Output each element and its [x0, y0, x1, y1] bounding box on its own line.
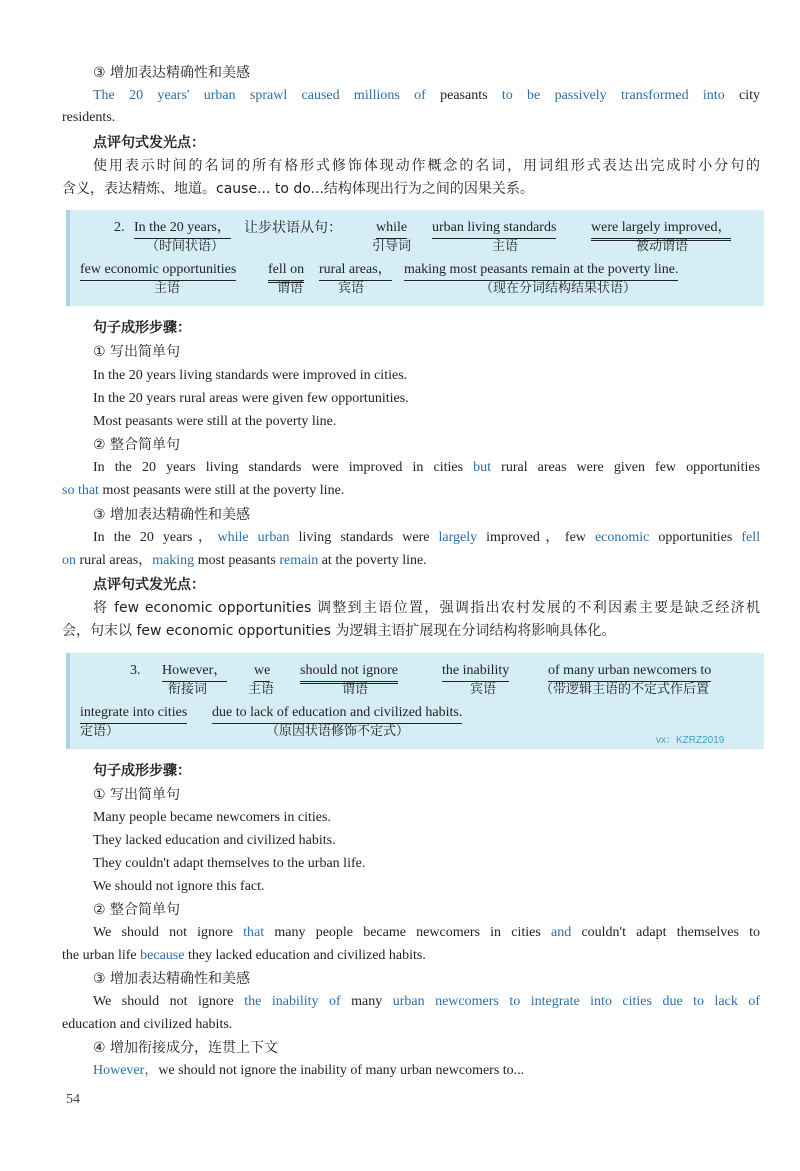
- s2-refined-fell: fell: [741, 530, 761, 545]
- box2-phrase-predicate2: fell on: [268, 261, 304, 283]
- example-sentence-line1: [93, 86, 760, 106]
- box2-phrase-object: rural areas，: [319, 261, 392, 281]
- steps-heading-2: 句子成形步骤：: [93, 320, 191, 336]
- box3-label-reason: （原因状语修饰不定式）: [266, 724, 410, 739]
- s2-refined-rural: rural areas，: [79, 553, 153, 568]
- comment-2-line1: 将 few economic opportunities 调整到主语位置，强调指出农村发展的不利因素主要是缺乏经济机: [93, 600, 760, 616]
- s3-cohesive-line: [93, 1061, 524, 1081]
- box2-phrase-while: while: [376, 219, 407, 239]
- box3-label-however: 衔接词: [168, 682, 208, 697]
- s3-refined-a: We should not ignore: [93, 994, 234, 1009]
- s2-refined-line2: [62, 551, 427, 571]
- s3-cohesive-rest: we should not ignore the inability of many urban newcomers to...: [158, 1063, 525, 1078]
- box2-phrase-subject: urban living standards: [432, 219, 556, 239]
- comment-2-line2: 会，句末以 few economic opportunities 为逻辑主语扩展现在分词结构将影响具体化。: [62, 623, 616, 639]
- box3-phrase-infinitive: of many urban newcomers to: [548, 662, 711, 682]
- s3-step1-heading: ① 写出简单句: [93, 787, 181, 803]
- box3-phrase-integrate: integrate into cities: [80, 704, 187, 724]
- s2-combined-a: In the 20 years living standards were improved in cities: [93, 460, 464, 475]
- s3-combined-line1: [93, 923, 760, 943]
- s2-simple-3: Most peasants were still at the poverty line.: [93, 414, 337, 429]
- s3-combined-urban-life: the urban life: [62, 948, 137, 963]
- s3-combined-because: because: [140, 948, 185, 963]
- box2-label-while: 引导词: [372, 239, 412, 254]
- box2-phrase-participle: making most peasants remain at the poverty line.: [404, 261, 678, 281]
- box3-phrase-predicate: should not ignore: [300, 662, 398, 684]
- example-blue-part1: The 20 years' urban sprawl caused millions of: [93, 88, 426, 103]
- s3-refined-newcomers: urban newcomers to integrate into cities due to lack of: [392, 994, 760, 1009]
- s3-refined-inability: the inability of: [244, 994, 341, 1009]
- s3-refined-line2: education and civilized habits.: [62, 1017, 233, 1032]
- box2-label-object: 宾语: [338, 281, 365, 296]
- s2-combined-so-that: so that: [62, 483, 99, 498]
- box3-phrase-however: However，: [162, 662, 227, 682]
- s3-refined-line1: [93, 992, 760, 1012]
- s3-step3-heading: ③ 增加表达精确性和美感: [93, 971, 251, 987]
- step3-heading: ③ 增加表达精确性和美感: [93, 65, 251, 81]
- s2-step2-heading: ② 整合简单句: [93, 437, 181, 453]
- box3-label-we: 主语: [248, 682, 275, 697]
- s2-refined-economic: economic: [594, 530, 650, 545]
- page-number: 54: [66, 1092, 80, 1107]
- s2-combined-line1: [93, 458, 760, 478]
- s2-combined-b: most peasants were still at the poverty line.: [102, 483, 345, 498]
- s2-refined-peasants: most peasants: [197, 553, 276, 568]
- s3-step4-heading: ④ 增加衔接成分，连贯上下文: [93, 1040, 279, 1056]
- box2-number: 2.: [114, 220, 125, 235]
- box3-phrase-object: the inability: [442, 662, 509, 682]
- s3-combined-a: We should not ignore: [93, 925, 233, 940]
- s2-refined-poverty: at the poverty line.: [321, 553, 427, 568]
- s2-refined-c: living standards were: [298, 530, 430, 545]
- s2-refined-making: making: [152, 553, 195, 568]
- comment-1-line1: 使用表示时间的名词的所有格形式修饰体现动作概念的名词，用词组形式表达出完成时小分句的: [93, 158, 760, 174]
- example-end-part: city: [739, 88, 761, 103]
- box2-phrase-predicate: were largely improved，: [591, 219, 731, 241]
- s2-refined-line1: [93, 528, 760, 548]
- s2-simple-2: In the 20 years rural areas were given few opportunities.: [93, 391, 409, 406]
- comment-1-line2: 含义，表达精炼、地道。cause... to do...结构体现出行为之间的因果关系。: [62, 181, 534, 197]
- s2-refined-e: improved，few: [486, 530, 586, 545]
- s3-simple-2: They lacked education and civilized habits.: [93, 833, 336, 848]
- box2-clause-type: 让步状语从句：: [244, 220, 342, 236]
- watermark: vx：KZRZ2019: [656, 735, 725, 746]
- s2-step1-heading: ① 写出简单句: [93, 344, 181, 360]
- comment-heading-1: 点评句式发光点：: [93, 135, 205, 151]
- box3-label-integrate: 定语）: [80, 724, 120, 739]
- box2-label-time: （时间状语）: [146, 239, 225, 254]
- s2-refined-remain: remain: [279, 553, 319, 568]
- box3-number: 3.: [130, 663, 141, 678]
- s3-step2-heading: ② 整合简单句: [93, 902, 181, 918]
- box2-label-predicate2: 谓语: [277, 281, 304, 296]
- box2-label-participle: （现在分词结构结果状语）: [480, 281, 637, 296]
- s3-combined-lacked: they lacked education and civilized habits.: [187, 948, 426, 963]
- s2-refined-on: on: [62, 553, 76, 568]
- s3-combined-that: that: [243, 925, 265, 940]
- box2-label-predicate: 被动谓语: [636, 239, 689, 254]
- s3-combined-and: and: [551, 925, 572, 940]
- analysis-box-2: [66, 210, 764, 306]
- box3-label-infinitive: （带逻辑主语的不定式作后置: [540, 682, 710, 697]
- s3-combined-e: couldn't adapt themselves to: [581, 925, 761, 940]
- box2-label-subject2: 主语: [154, 281, 181, 296]
- example-blue-part2: to be passively transformed into: [501, 88, 725, 103]
- s3-refined-many: many: [351, 994, 383, 1009]
- s3-combined-c: many people became newcomers in cities: [274, 925, 541, 940]
- comment-heading-2: 点评句式发光点：: [93, 577, 205, 593]
- box3-phrase-reason: due to lack of education and civilized habits.: [212, 704, 462, 724]
- s2-refined-largely: largely: [438, 530, 478, 545]
- box2-phrase-time: In the 20 years，: [134, 219, 231, 239]
- s2-refined-a: In the 20 years，: [93, 530, 218, 545]
- box2-phrase-subject2: few economic opportunities: [80, 261, 236, 281]
- s2-combined-c: rural areas were given few opportunities: [501, 460, 761, 475]
- s3-simple-4: We should not ignore this fact.: [93, 879, 265, 894]
- box2-label-subject: 主语: [492, 239, 519, 254]
- s3-combined-line2: [62, 946, 426, 966]
- example-plain-part: peasants: [440, 88, 488, 103]
- s2-step3-heading: ③ 增加表达精确性和美感: [93, 507, 251, 523]
- s2-refined-g: opportunities: [658, 530, 733, 545]
- example-sentence-line2: residents.: [62, 110, 116, 125]
- steps-heading-3: 句子成形步骤：: [93, 763, 191, 779]
- s2-simple-1: In the 20 years living standards were improved in cities.: [93, 368, 408, 383]
- box3-label-object: 宾语: [470, 682, 497, 697]
- s2-combined-but: but: [473, 460, 492, 475]
- s2-refined-while: while urban: [217, 530, 290, 545]
- s3-cohesive-however: However，: [93, 1063, 159, 1078]
- box3-label-predicate: 谓语: [342, 682, 369, 697]
- s2-combined-line2: [62, 481, 344, 501]
- analysis-box-3: [66, 653, 764, 749]
- s3-simple-1: Many people became newcomers in cities.: [93, 810, 331, 825]
- box3-phrase-we: we: [254, 662, 270, 682]
- s3-simple-3: They couldn't adapt themselves to the urban life.: [93, 856, 366, 871]
